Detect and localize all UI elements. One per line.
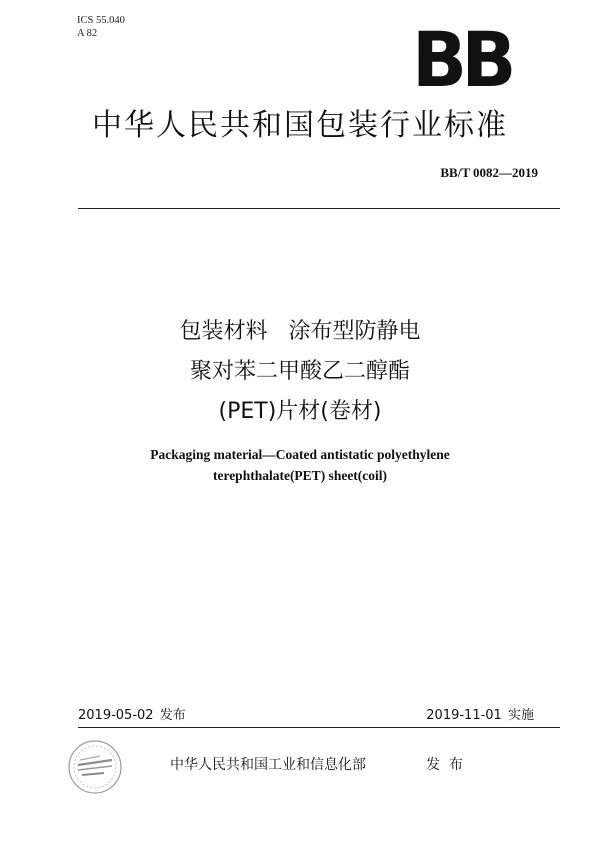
issue-date-block [78,708,186,724]
implement-date-block [426,708,534,724]
standard-category-title: 中华人民共和国包装行业标准 [92,108,508,143]
bb-standard-logo: BB [412,15,511,104]
chinese-title-line-2: 聚对苯二甲酸乙二醇酯 [189,359,410,384]
issue-date: 2019-05-02 [78,708,154,723]
english-title-line-1: Packaging material—Coated antistatic polyethylene [150,447,450,462]
standard-number: BB/T 0082—2019 [440,165,538,180]
chinese-title-line-1: 包装材料 涂布型防静电 [179,319,421,344]
top-divider [78,208,560,209]
english-title-line-2: terephthalate(PET) sheet(coil) [212,468,388,483]
chinese-title-line-3: (PET)片材(卷材) [218,399,382,424]
implement-label: 实施 [507,708,534,723]
bottom-divider [78,727,560,728]
publisher-seal-stamp [66,738,124,796]
issuing-authority-action: 发 布 [426,757,463,773]
ccs-code: A 82 [77,28,98,39]
implement-date: 2019-11-01 [426,708,502,723]
issuing-authority: 中华人民共和国工业和信息化部 [170,757,366,773]
ics-code: ICS 55.040 [77,15,125,26]
issue-label: 发布 [159,708,186,723]
